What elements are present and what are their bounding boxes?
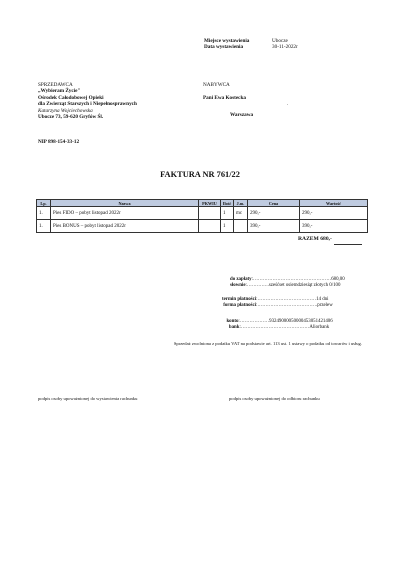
due-value: :………………………………14 dni — [256, 297, 329, 302]
column-header: PKWIU — [199, 200, 221, 207]
due-label: termin płatności — [222, 297, 257, 302]
table-cell-value: 290,- — [300, 207, 368, 220]
to-pay-label: do zapłaty — [230, 277, 252, 282]
buyer-city: Warszawa — [230, 112, 254, 118]
buyer-dot: . — [287, 101, 289, 107]
table-cell-name: Pies FIDO – pobyt listopad 2022r — [51, 207, 199, 220]
bank-value: :……………………………………Aliorbank — [239, 324, 330, 330]
invoice-title: FAKTURA NR 761/22 — [160, 170, 240, 179]
payment-terms-block — [222, 297, 333, 309]
total-label: RAZEM — [298, 236, 319, 242]
seller-address: Ubocze 73, 59-620 Gryfów Śl. — [38, 114, 104, 121]
bank-label: bank — [228, 324, 240, 330]
total-value: 680,- — [320, 236, 332, 242]
seller-name-line3: dla Zwierząt Starszych i Niepełnosprawnych — [38, 101, 137, 108]
vat-exemption-note: Sprzedaż zwolniona z podatku VAT na podstawie art. 113 ust. 1 ustawy o podatku od towarów i usług. — [173, 341, 362, 346]
seller-nip: NIP 898-154-33-12 — [38, 139, 80, 145]
account-label: konto — [226, 319, 239, 324]
table-row — [37, 220, 368, 233]
column-header: Wartość — [300, 200, 368, 207]
table-cell-value: 390,- — [300, 220, 368, 233]
payment-amount-block — [230, 277, 345, 289]
seller-person: Katarzyna Wojciechowska — [38, 107, 93, 114]
table-cell-pkwiu — [199, 207, 221, 220]
table-cell-lp: 1. — [37, 207, 51, 220]
column-header: Cena — [248, 200, 300, 207]
total-row — [298, 236, 332, 242]
table-header-row — [37, 200, 368, 207]
column-header: Lp. — [37, 200, 51, 207]
buyer-name: Pani Ewa Kostecka — [203, 95, 246, 101]
column-header: J.m. — [234, 200, 248, 207]
payment-form-value: :……………………………….przelew — [255, 302, 333, 308]
seller-label: SPRZEDAWCA — [38, 82, 73, 88]
to-pay-value: :…………………………………………680,00 — [251, 277, 345, 282]
total-underline — [334, 244, 362, 245]
seller-block — [38, 82, 137, 120]
table-cell-lp: 1. — [37, 220, 51, 233]
table-cell-unit — [234, 220, 248, 233]
table-cell-price: 290,- — [248, 207, 300, 220]
seller-name-line1: „Wybieram Życie" — [38, 88, 81, 95]
issuer-signature-caption: podpis osoby upoważnionej do wystawienia rachunku — [38, 396, 138, 401]
table-cell-price: 390,- — [248, 220, 300, 233]
issue-date-label: Data wystawienia — [204, 44, 244, 51]
seller-name-line2: Ośrodek Całodobowej Opieki — [38, 94, 104, 101]
payment-form-label: forma płatności — [223, 302, 256, 308]
items-table — [36, 199, 368, 233]
amount-words-label: słownie — [230, 282, 246, 288]
recipient-signature-caption: podpis osoby upoważnionej do odbioru rachunku — [229, 396, 320, 401]
issue-place-label: Miejsce wystawienia — [204, 38, 250, 44]
issue-date-value: 30-11-2022r — [272, 44, 298, 51]
table-row — [37, 207, 368, 220]
column-header: Nazwa — [51, 200, 199, 207]
account-value: :………………93249000050000453051421406 — [238, 319, 333, 324]
bank-block — [224, 319, 333, 331]
amount-words-value: :…………..sześćset osiemdziesiąt złotych 0/100 — [245, 282, 341, 288]
table-cell-qty: 1 — [221, 220, 234, 233]
table-cell-qty: 1 — [221, 207, 234, 220]
column-header: Ilość — [221, 200, 234, 207]
issue-place-value: Ubocze — [272, 38, 288, 44]
issue-place-date — [204, 38, 298, 51]
table-cell-unit: mc — [234, 207, 248, 220]
table-cell-pkwiu — [199, 220, 221, 233]
table-cell-name: Pies BONUS – pobyt listopad 2022r — [51, 220, 199, 233]
buyer-label: NABYWCA — [203, 82, 230, 88]
